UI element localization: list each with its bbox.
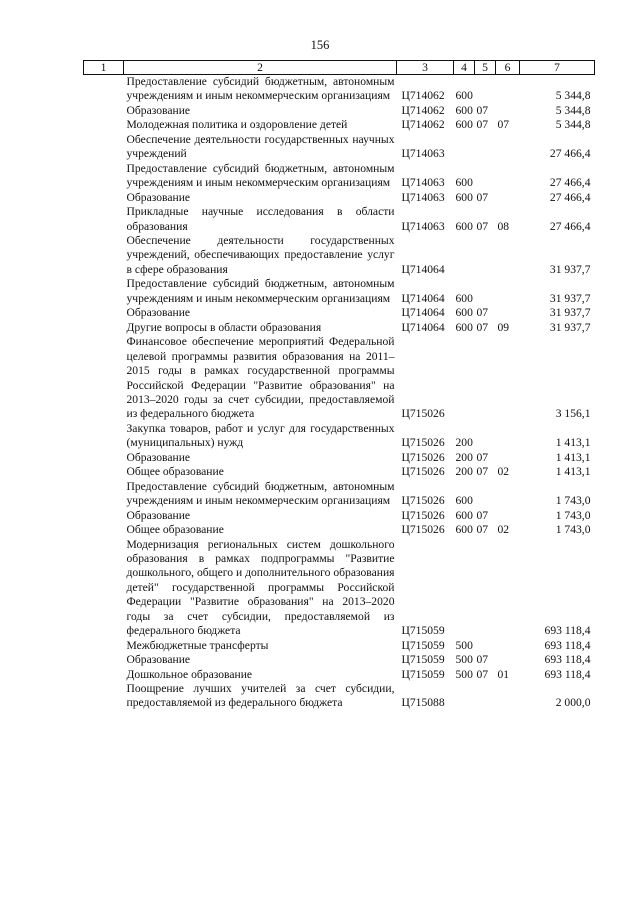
row-section [475, 480, 496, 509]
row-spacer-cell [84, 321, 124, 335]
row-amount: 693 118,4 [544, 653, 591, 667]
table-row [84, 451, 595, 465]
row-spacer-cell [84, 133, 124, 162]
table-row [84, 75, 595, 104]
row-expense-type: 200 [455, 436, 473, 450]
row-target-code: Ц715026 [401, 450, 445, 464]
row-expense-type: 600 [455, 89, 473, 103]
row-target-code: Ц714062 [401, 89, 445, 103]
row-target-code: Ц714062 [401, 103, 445, 117]
row-expense-type [454, 335, 475, 422]
row-subsection [496, 133, 520, 162]
row-subsection: 02 [497, 523, 510, 537]
row-expense-type: 500 [455, 653, 473, 667]
row-section [475, 277, 496, 306]
row-name: Образование [126, 508, 191, 522]
column-header-7: 7 [520, 61, 595, 75]
row-section [475, 234, 496, 277]
row-subsection [496, 75, 520, 104]
row-section [475, 422, 496, 451]
table-row [84, 104, 595, 118]
row-expense-type: 600 [455, 494, 473, 508]
row-spacer-cell [84, 234, 124, 277]
row-amount: 1 743,0 [555, 494, 591, 508]
row-amount: 693 118,4 [544, 624, 591, 638]
row-expense-type: 600 [455, 291, 473, 305]
column-header-4: 4 [454, 61, 475, 75]
row-expense-type: 200 [455, 465, 473, 479]
row-subsection [496, 277, 520, 306]
table-row [84, 162, 595, 191]
row-name: Обеспечение деятельности государственных учреждений, обеспечивающих предоставление услуг в сфере образования [126, 233, 395, 276]
table-row [84, 133, 595, 162]
row-target-code: Ц715059 [401, 638, 445, 652]
row-spacer-cell [84, 75, 124, 104]
row-name: Закупка товаров, работ и услуг для государственных (муниципальных) нужд [126, 421, 395, 450]
row-name: Модернизация региональных систем дошкольного образования в рамках подпрограммы "Развитие дошкольного, общего и дополнительного образования детей" государственной программы Российской Федерации "Развитие образования" на 2013–2020 годы за счет субсидии, предоставляемой из федерального бюджета [126, 537, 395, 638]
row-subsection: 09 [497, 320, 510, 334]
table-row [84, 118, 595, 132]
row-expense-type: 500 [455, 667, 473, 681]
row-section: 07 [476, 523, 489, 537]
row-spacer-cell [84, 523, 124, 537]
row-spacer-cell [84, 422, 124, 451]
row-amount: 27 466,4 [549, 147, 591, 161]
row-name: Образование [126, 306, 191, 320]
table-row [84, 509, 595, 523]
row-subsection: 01 [497, 667, 510, 681]
row-section: 07 [476, 306, 489, 320]
row-target-code: Ц714063 [401, 219, 445, 233]
row-subsection [496, 538, 520, 639]
row-amount: 2 000,0 [555, 696, 591, 710]
row-section: 07 [476, 667, 489, 681]
row-target-code: Ц714064 [401, 306, 445, 320]
row-name: Общее образование [126, 523, 224, 537]
row-subsection [496, 234, 520, 277]
row-subsection [496, 682, 520, 711]
row-target-code: Ц715059 [401, 653, 445, 667]
row-amount: 1 413,1 [555, 450, 591, 464]
row-target-code: Ц715026 [401, 508, 445, 522]
row-amount: 31 937,7 [549, 320, 591, 334]
row-expense-type: 600 [455, 306, 473, 320]
row-subsection [496, 306, 520, 320]
row-expense-type: 600 [455, 176, 473, 190]
row-target-code: Ц714064 [401, 262, 445, 276]
row-name: Межбюджетные трансферты [126, 638, 269, 652]
row-target-code: Ц715088 [401, 696, 445, 710]
row-spacer-cell [84, 509, 124, 523]
row-expense-type: 600 [455, 320, 473, 334]
row-section: 07 [476, 190, 489, 204]
table-row [84, 234, 595, 277]
row-section [475, 682, 496, 711]
row-target-code: Ц715026 [401, 407, 445, 421]
row-amount: 1 413,1 [555, 436, 591, 450]
row-subsection [496, 451, 520, 465]
row-expense-type: 600 [455, 219, 473, 233]
row-target-code: Ц714064 [401, 291, 445, 305]
row-amount: 31 937,7 [549, 291, 591, 305]
row-expense-type: 600 [455, 523, 473, 537]
row-spacer-cell [84, 653, 124, 667]
row-spacer-cell [84, 104, 124, 118]
row-subsection: 07 [497, 118, 510, 132]
table-row [84, 538, 595, 639]
row-name: Поощрение лучших учителей за счет субсидии, предоставляемой из федерального бюджета [126, 682, 395, 710]
row-subsection [496, 162, 520, 191]
row-amount: 5 344,8 [555, 89, 591, 103]
row-amount: 5 344,8 [555, 103, 591, 117]
row-target-code: Ц714063 [401, 176, 445, 190]
column-header-5: 5 [475, 61, 496, 75]
table-row [84, 653, 595, 667]
row-target-code: Ц715026 [401, 523, 445, 537]
column-header-1: 1 [84, 61, 124, 75]
table-row [84, 465, 595, 479]
row-section: 07 [476, 118, 489, 132]
row-amount: 27 466,4 [549, 176, 591, 190]
row-target-code: Ц715059 [401, 667, 445, 681]
row-expense-type [454, 538, 475, 639]
row-subsection: 02 [497, 465, 510, 479]
row-expense-type: 600 [455, 118, 473, 132]
row-target-code: Ц715026 [401, 436, 445, 450]
row-spacer-cell [84, 277, 124, 306]
row-section [475, 162, 496, 191]
table-row [84, 277, 595, 306]
row-section [475, 133, 496, 162]
row-section: 07 [476, 320, 489, 334]
row-spacer-cell [84, 480, 124, 509]
row-section [475, 335, 496, 422]
row-subsection [496, 104, 520, 118]
row-expense-type [454, 682, 475, 711]
row-section: 07 [476, 450, 489, 464]
row-expense-type: 600 [455, 103, 473, 117]
row-spacer-cell [84, 191, 124, 205]
row-target-code: Ц715026 [401, 494, 445, 508]
row-amount: 693 118,4 [544, 667, 591, 681]
row-name: Предоставление субсидий бюджетным, автономным учреждениям и иным некоммерческим организациям [126, 161, 395, 190]
table-row [84, 480, 595, 509]
row-name: Предоставление субсидий бюджетным, автономным учреждениям и иным некоммерческим организациям [126, 479, 395, 508]
column-header-3: 3 [397, 61, 454, 75]
column-header-2: 2 [124, 61, 397, 75]
row-name: Финансовое обеспечение мероприятий Федеральной целевой программы развития образования на 2011–2015 годы в рамках государственной программы Российской Федерации "Развитие образования" на 2013–2020 годы за счет субсидии, предоставляемой из федерального бюджета [126, 335, 395, 421]
page-number: 156 [310, 38, 330, 52]
column-header-6: 6 [496, 61, 520, 75]
row-subsection [496, 191, 520, 205]
row-spacer-cell [84, 639, 124, 653]
row-spacer-cell [84, 465, 124, 479]
row-expense-type: 600 [455, 190, 473, 204]
row-expense-type: 600 [455, 508, 473, 522]
row-name: Дошкольное образование [126, 667, 253, 681]
table-row [84, 682, 595, 711]
row-amount: 31 937,7 [549, 306, 591, 320]
row-section: 07 [476, 653, 489, 667]
row-spacer-cell [84, 118, 124, 132]
row-name: Прикладные научные исследования в области образования [126, 205, 395, 233]
row-section: 07 [476, 465, 489, 479]
row-section: 07 [476, 219, 489, 233]
row-subsection [496, 422, 520, 451]
row-amount: 27 466,4 [549, 219, 591, 233]
row-expense-type: 500 [455, 638, 473, 652]
row-amount: 31 937,7 [549, 262, 591, 276]
row-section [475, 538, 496, 639]
row-spacer-cell [84, 335, 124, 422]
row-section: 07 [476, 103, 489, 117]
row-name: Образование [126, 103, 191, 117]
table-row [84, 639, 595, 653]
row-amount: 27 466,4 [549, 190, 591, 204]
row-target-code: Ц714063 [401, 147, 445, 161]
table-row [84, 422, 595, 451]
table-header-row [84, 61, 595, 75]
table-row [84, 205, 595, 234]
row-expense-type: 200 [455, 450, 473, 464]
budget-table [83, 60, 595, 711]
row-target-code: Ц715059 [401, 624, 445, 638]
row-name: Предоставление субсидий бюджетным, автономным учреждениям и иным некоммерческим организациям [126, 75, 395, 103]
row-subsection [496, 480, 520, 509]
row-spacer-cell [84, 682, 124, 711]
row-target-code: Ц714063 [401, 190, 445, 204]
row-name: Общее образование [126, 465, 224, 479]
row-section [475, 639, 496, 653]
row-subsection [496, 639, 520, 653]
row-name: Другие вопросы в области образования [126, 320, 322, 334]
table-row [84, 321, 595, 335]
table-row [84, 335, 595, 422]
row-spacer-cell [84, 162, 124, 191]
row-subsection [496, 335, 520, 422]
table-row [84, 306, 595, 320]
row-amount: 1 743,0 [555, 523, 591, 537]
row-subsection: 08 [497, 219, 510, 233]
row-amount: 1 743,0 [555, 508, 591, 522]
row-section: 07 [476, 508, 489, 522]
row-target-code: Ц714062 [401, 118, 445, 132]
row-amount: 5 344,8 [555, 118, 591, 132]
row-section [475, 75, 496, 104]
row-subsection [496, 509, 520, 523]
row-spacer-cell [84, 205, 124, 234]
row-name: Обеспечение деятельности государственных научных учреждений [126, 132, 395, 161]
row-name: Молодежная политика и оздоровление детей [126, 118, 348, 132]
row-amount: 1 413,1 [555, 465, 591, 479]
row-name: Образование [126, 190, 191, 204]
row-expense-type [454, 133, 475, 162]
row-amount: 3 156,1 [555, 407, 591, 421]
row-expense-type [454, 234, 475, 277]
row-subsection [496, 653, 520, 667]
table-row [84, 523, 595, 537]
row-spacer-cell [84, 668, 124, 682]
row-name: Образование [126, 653, 191, 667]
row-name: Предоставление субсидий бюджетным, автономным учреждениям и иным некоммерческим организациям [126, 277, 395, 305]
row-target-code: Ц715026 [401, 465, 445, 479]
row-spacer-cell [84, 538, 124, 639]
row-spacer-cell [84, 306, 124, 320]
table-row [84, 668, 595, 682]
table-row [84, 191, 595, 205]
row-target-code: Ц714064 [401, 320, 445, 334]
row-amount: 693 118,4 [544, 638, 591, 652]
row-spacer-cell [84, 451, 124, 465]
row-name: Образование [126, 450, 191, 464]
